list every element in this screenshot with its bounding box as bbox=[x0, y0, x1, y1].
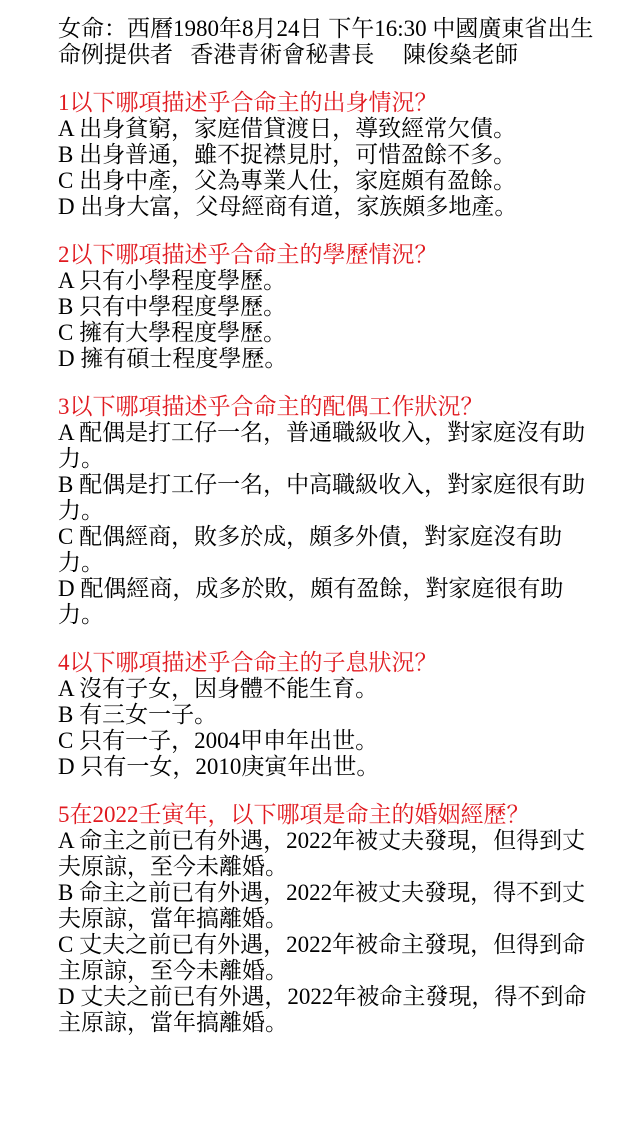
provider-line: 命例提供者 香港青術會秘書長 陳俊燊老師 bbox=[58, 42, 518, 67]
question-1 bbox=[58, 90, 598, 220]
option-b: B 命主之前已有外遇，2022年被丈夫發現，得不到丈夫原諒，當年搞離婚。 bbox=[58, 880, 586, 931]
option-c: C 出身中產，父為專業人仕，家庭頗有盈餘。 bbox=[58, 168, 517, 193]
option-a: A 命主之前已有外遇，2022年被丈夫發現，但得到丈夫原諒，至今未離婚。 bbox=[58, 828, 586, 879]
option-d: D 丈夫之前已有外遇，2022年被命主發現，得不到命主原諒，當年搞離婚。 bbox=[58, 984, 587, 1035]
birth-info: 女命：西曆1980年8月24日 下午16:30 中國廣東省出生 bbox=[58, 16, 594, 41]
question-title: 2以下哪項描述乎合命主的學歷情況？ bbox=[58, 242, 438, 267]
spacer bbox=[58, 68, 598, 90]
option-d: D 擁有碩士程度學歷。 bbox=[58, 346, 288, 371]
option-b: B 出身普通，雖不捉襟見肘，可惜盈餘不多。 bbox=[58, 142, 517, 167]
option-d: D 只有一女，2010庚寅年出世。 bbox=[58, 754, 380, 779]
spacer bbox=[58, 628, 598, 650]
spacer bbox=[58, 372, 598, 394]
question-title: 1以下哪項描述乎合命主的出身情況？ bbox=[58, 90, 438, 115]
header-section bbox=[58, 16, 598, 68]
option-a: A 出身貧窮，家庭借貸渡日，導致經常欠債。 bbox=[58, 116, 517, 141]
question-5 bbox=[58, 802, 598, 1036]
question-title: 4以下哪項描述乎合命主的子息狀況？ bbox=[58, 650, 438, 675]
option-a: A 只有小學程度學歷。 bbox=[58, 268, 287, 293]
spacer bbox=[58, 220, 598, 242]
option-c: C 擁有大學程度學歷。 bbox=[58, 320, 287, 345]
option-d: D 出身大富，父母經商有道，家族頗多地產。 bbox=[58, 194, 518, 219]
spacer bbox=[58, 780, 598, 802]
question-4 bbox=[58, 650, 598, 780]
option-c: C 只有一子，2004甲申年出世。 bbox=[58, 728, 379, 753]
document-page bbox=[58, 16, 598, 1036]
option-b: B 只有中學程度學歷。 bbox=[58, 294, 287, 319]
question-2 bbox=[58, 242, 598, 372]
option-b: B 配偶是打工仔一名，中高職級收入，對家庭很有助力。 bbox=[58, 472, 586, 523]
option-a: A 配偶是打工仔一名，普通職級收入，對家庭沒有助力。 bbox=[58, 420, 586, 471]
question-title: 3以下哪項描述乎合命主的配偶工作狀況？ bbox=[58, 394, 484, 419]
option-d: D 配偶經商，成多於敗，頗有盈餘，對家庭很有助力。 bbox=[58, 576, 564, 627]
option-c: C 配偶經商，敗多於成，頗多外債，對家庭沒有助力。 bbox=[58, 524, 563, 575]
option-b: B 有三女一子。 bbox=[58, 702, 218, 727]
question-title: 5在2022壬寅年，以下哪項是命主的婚姻經歷？ bbox=[58, 802, 530, 827]
question-3 bbox=[58, 394, 598, 628]
option-c: C 丈夫之前已有外遇，2022年被命主發現，但得到命主原諒，至今未離婚。 bbox=[58, 932, 586, 983]
option-a: A 沒有子女，因身體不能生育。 bbox=[58, 676, 379, 701]
